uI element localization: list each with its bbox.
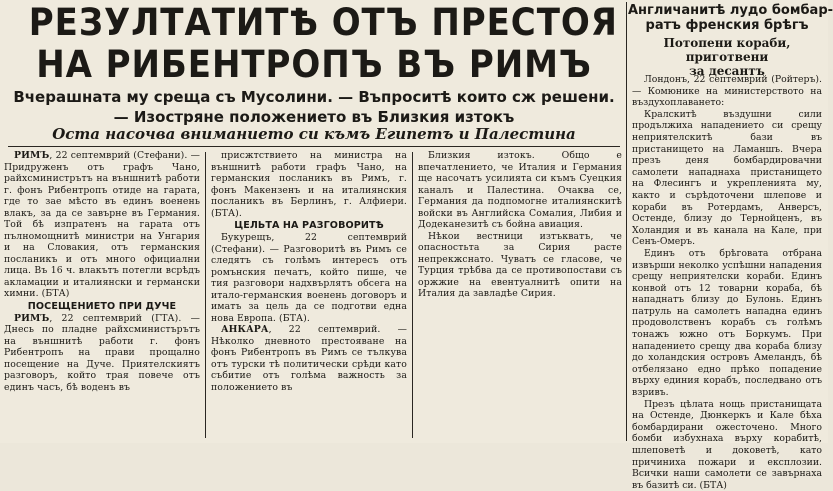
main-article-header <box>4 0 624 143</box>
side-subhead-2: за десантъ <box>689 64 765 78</box>
side-paragraph-3: Единъ отъ брѣговата отбрана извърши неколко успѣшни нападения срещу неприятелски кораби. Единъ конвой отъ 12 товарни кораба, бѣ нападнатъ близу до Булонь. Единъ патруль на самолетъ нападна единъ продоволственъ корабъ съ голѣмъ тонажъ южно отъ Боркумъ. При нападението срещу два кораба близу до холандския островъ Амеландъ, бѣ отбелязано едно прѣко попадение върху единия корабъ, последвано отъ взривъ. <box>632 247 822 399</box>
column-2-paragraph-2: Букурещъ, 22 септемврий (Стефани). — Разговоритѣ въ Римъ се следятъ съ голѣмъ интересъ отъ ромънския печатъ, който пише, че тия разговори надхвърлятъ обсега на итало-германския военень договоръ и иматъ за цель да се подготви една нова Европа. (БТА). <box>211 232 407 324</box>
dateline-rome: РИМЪ <box>14 150 50 161</box>
article-column-3 <box>418 150 622 440</box>
side-headline-line-1: Англичанитѣ лудо бомбар- <box>628 3 833 18</box>
head-rule <box>8 146 620 147</box>
section-title-talks-goal: ЦЕЛЬТА НА РАЗГОВОРИТѢ <box>234 220 384 231</box>
side-article <box>628 0 833 491</box>
section-title-visit: ПОСЕЩЕНИЕТО ПРИ ДУЧЕ <box>27 300 177 312</box>
column-3-paragraph-2: Нѣкои вестници изтъкватъ, че опасностьта за Сирия расте непрекжснато. Чуватъ се гласове, че Турция трѣбва да се противопостави съ оржжие на евентуалнитѣ опити на Италия да завладѣе Сирия. <box>418 230 622 299</box>
article-column-2 <box>211 150 407 440</box>
side-article-header <box>628 0 833 78</box>
column-divider-2 <box>412 152 413 438</box>
main-headline-line-2: НА РИБЕНТРОПЪ ВЪ РИМЪ <box>36 43 592 86</box>
main-subhead-1: Вчерашната му среща съ Мусолини. — Въпроситѣ които сж решени. <box>13 88 615 106</box>
main-headline-line-1: РЕЗУЛТАТИТѢ ОТЪ ПРЕСТОЯ <box>28 1 618 44</box>
side-headline-line-2: ратъ френския брѣгъ <box>645 18 809 33</box>
side-subhead-1: Потопени кораби, приготвени <box>663 36 791 64</box>
column-2-paragraph-3: АНКАРА, 22 септемврий. — Нѣколко дневното престояване на фонъ Рибентропъ въ Римъ се тълкува отъ турски тѣ политически срѣди като събитие отъ голѣма важность за положението въ <box>211 324 407 393</box>
dateline-ankara: АНКАРА <box>221 324 269 335</box>
column-1-paragraph-1: РИМЪ, 22 септемврий (Стефани). — Придруженъ отъ графъ Чано, райхсминистрътъ на външнитѣ работи г. фонъ Рибентропъ отиде на гарата, где то зае мѣсто въ единъ военень влакъ, за да се завърне въ Германия. Той бѣ изпратенъ на гарата отъ пълномощнитѣ министри на Унгария и на Словакия, отъ германския посланикъ и отъ много официални лица. Въ 16 ч. влакътъ потегли всрѣдъ акламации и италиянски и германски химни. (БТА) <box>4 150 200 299</box>
column-3-paragraph-1: Близкия изтокъ. Общо е впечатлението, че Италия и Германия ще насочатъ усилията си къмъ Суецкия каналъ и Палестина. Очаква се, Германия да подпомогне италиянскитѣ войски въ Английска Сомалия, Либия и Додеканезитѣ съ бойна авиация. <box>418 150 622 230</box>
side-paragraph-4: Презъ цѣлата нощь пристанищата на Остенде, Дюнкеркъ и Кале бѣха бомбардирани ожесточено. Много бомби избухнаха върху корабитѣ, шлеповетѣ и доковетѣ, като причиниха пожари и експлозии. Всички наши самолети се завърнаха въ базитѣ си. (БТА) <box>632 398 822 491</box>
side-article-body <box>632 74 822 491</box>
article-column-1 <box>4 150 200 440</box>
dateline-rome-2: РИМЪ <box>14 312 50 324</box>
column-1-paragraph-2: РИМЪ, 22 септемврий (ГТА). — Днесь по пладне райхсминистърътъ на външнитѣ работи г. фонъ Рибентропъ на прави прощално посещение на Дуче. Приятелскиятъ разговоръ, който трая повече отъ единъ часъ, бѣ воденъ въ <box>4 312 200 393</box>
article-divider <box>626 2 627 441</box>
side-paragraph-1: Лондонъ, 22 септемврий (Ройтеръ). — Комюнике на министерството на въздухоплаването: <box>632 74 822 109</box>
main-subhead-2: — Изостряне положението въ Близкия изтокъ <box>113 108 515 126</box>
column-2-paragraph-1: присжтствието на министра на външнитѣ работи графъ Чано, на германския посланикъ въ Римъ, г. фонъ Макензенъ и на италиянския посланикъ въ Берлинъ, г. Алфиери. (БТА). <box>211 150 407 219</box>
column-divider-1 <box>205 152 206 438</box>
main-subhead-3: Оста насочва вниманието си къмъ Египетъ и Палестина <box>52 125 576 143</box>
main-article-body <box>4 150 622 440</box>
side-paragraph-2: Кралскитѣ въздушни сили продължиха нападението си срещу неприятелскитѣ бази въ пристанището на Ламаншъ. Вчера презъ деня бомбардировачни самолети нападнаха пристанището на Флесингъ и укрепленията му, както и сърѣдоточени шлепове и кораби въ Ротердамъ, Анверсъ, Остенде, близу до Тернойценъ, въ Холандия и въ канала на Кале, при Сенъ-Омеръ. <box>632 108 822 248</box>
